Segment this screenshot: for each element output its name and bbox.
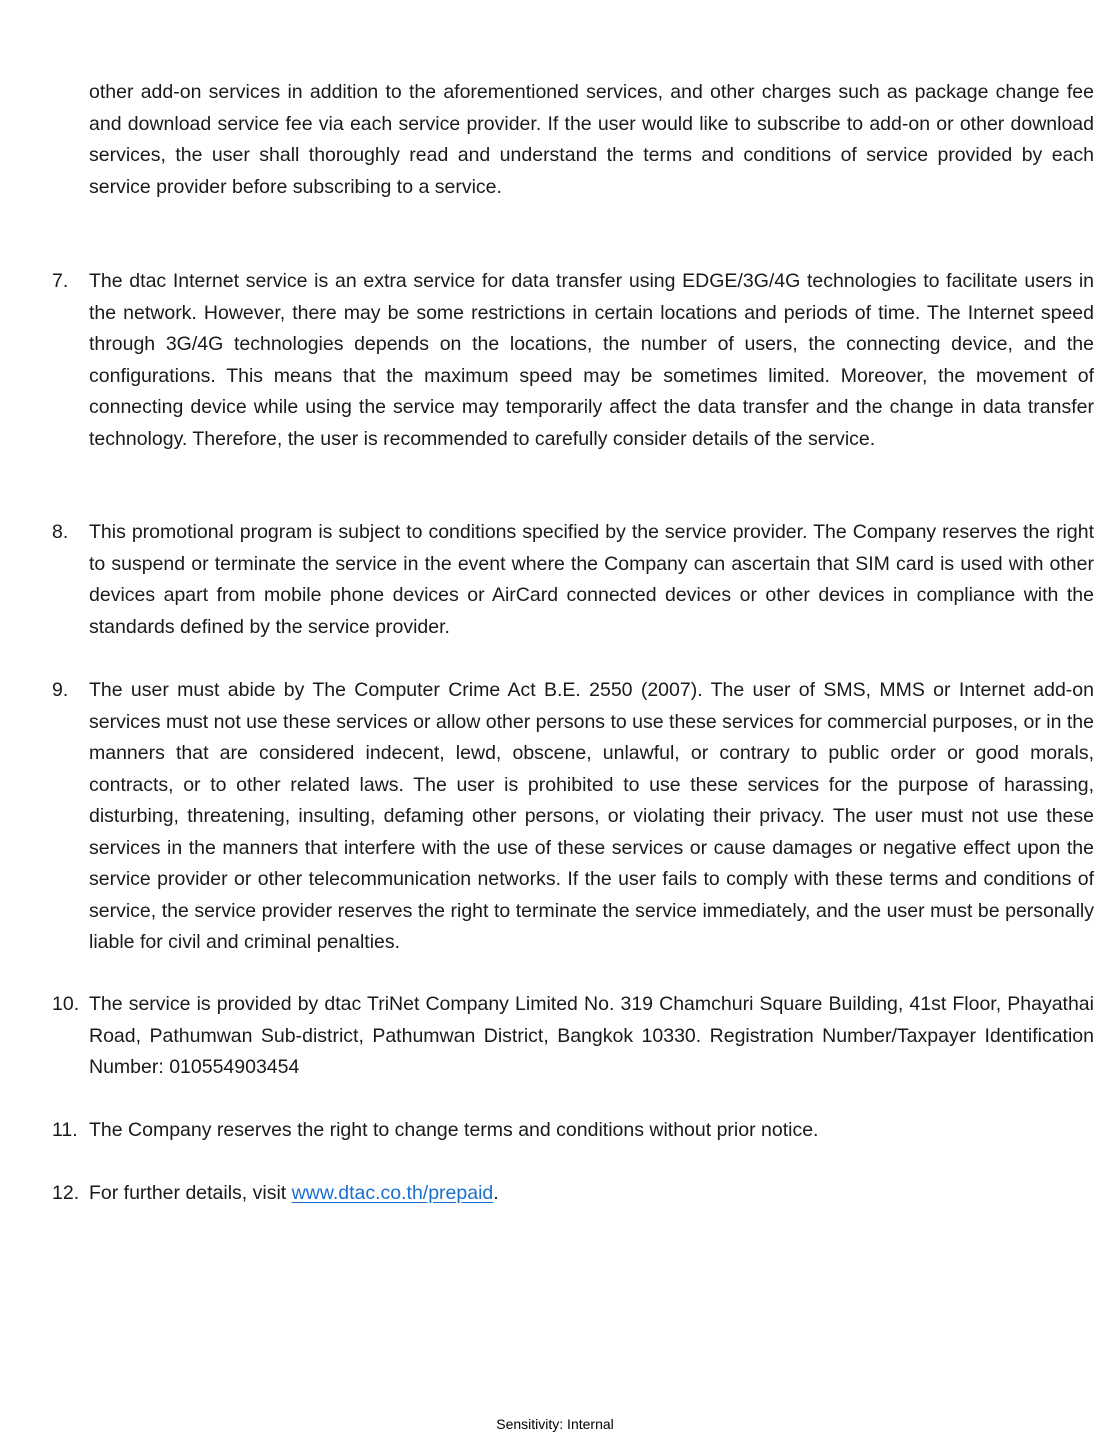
item-12-prefix: For further details, visit [89,1182,292,1204]
item-text-12 [89,1178,1094,1210]
item-number-12: 12. [52,1182,80,1204]
item-12-suffix: . [493,1182,499,1204]
item-number-11: 11. [52,1119,78,1141]
item-text-9: The user must abide by The Computer Crime Act B.E. 2550 (2007). The user of SMS, MMS or Internet add-on services must not use these services or allow other persons to use these services for commercial purposes, or in the manners that are considered indecent, lewd, obscene, unlawful, or contrary to public order or good morals, contracts, or to other related laws. The user is prohibited to use these services for the purpose of harassing, disturbing, threatening, insulting, defaming other persons, or violating their privacy. The user must not use these services in the manners that interfere with the use of these services or cause damages or negative effect upon the service provider or other telecommunication networks. If the user fails to comply with these terms and conditions of service, the service provider reserves the right to terminate the service immediately, and the user must be personally liable for civil and criminal penalties. [89,679,1094,953]
item-number-10: 10. [52,993,80,1015]
item-number-9: 9. [52,679,69,701]
item-number-8: 8. [52,521,69,543]
item-text-10: The service is provided by dtac TriNet Company Limited No. 319 Chamchuri Square Building, 41st Floor, Phayathai Road, Pathumwan Sub-district, Pathumwan District, Bangkok 10330. Registration Number/Taxpayer Identification Number: 010554903454 [89,993,1094,1078]
item-number-7: 7. [52,270,69,292]
sensitivity-footer: Sensitivity: Internal [496,1416,614,1432]
item-text-11: The Company reserves the right to change terms and conditions without prior notice. [89,1119,819,1141]
prepaid-link[interactable]: www.dtac.co.th/prepaid [291,1182,494,1204]
item-text-8: This promotional program is subject to conditions specified by the service provider. The Company reserves the right to suspend or terminate the service in the event where the Company can ascertain that SIM card is used with other devices apart from mobile phone devices or AirCard connected devices or other devices in compliance with the standards defined by the service provider. [89,521,1094,638]
item-text-7: The dtac Internet service is an extra service for data transfer using EDGE/3G/4G technologies to facilitate users in the network. However, there may be some restrictions in certain locations and periods of time. The Internet speed through 3G/4G technologies depends on the locations, the number of users, the connecting device, and the configurations. This means that the maximum speed may be sometimes limited. Moreover, the movement of connecting device while using the service may temporarily affect the data transfer and the change in data transfer technology. Therefore, the user is recommended to carefully consider details of the service. [89,270,1094,450]
continuation-paragraph: other add-on services in addition to the aforementioned services, and other charges such as package change fee and download service fee via each service provider. If the user would like to subscribe to add-on or other download services, the user shall thoroughly read and understand the terms and conditions of service provided by each service provider before subscribing to a service. [89,81,1094,198]
